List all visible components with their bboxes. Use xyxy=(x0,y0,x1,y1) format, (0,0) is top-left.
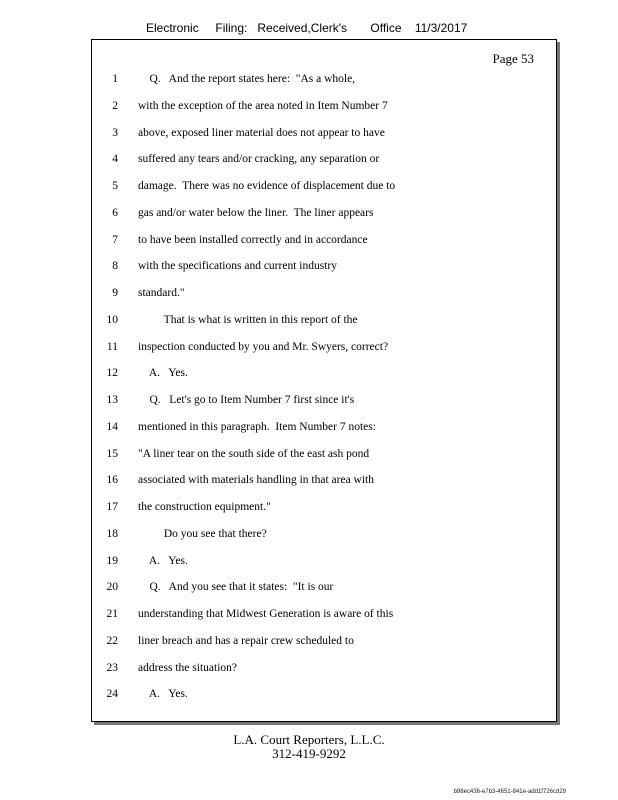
line-text: understanding that Midwest Generation is aware of this xyxy=(138,608,394,620)
line-text: standard." xyxy=(138,287,185,299)
line-number: 23 xyxy=(106,661,118,674)
transcript-line xyxy=(92,474,552,490)
line-number: 16 xyxy=(106,474,118,487)
line-number: 3 xyxy=(112,126,118,139)
transcript-line xyxy=(92,555,552,571)
line-number: 21 xyxy=(106,608,118,620)
transcript-line xyxy=(92,314,552,330)
transcript-line xyxy=(92,635,552,651)
transcript-line xyxy=(92,207,552,223)
line-number: 13 xyxy=(106,394,118,406)
reporter-phone: 312-419-9292 xyxy=(272,746,346,761)
line-number: 6 xyxy=(112,206,118,219)
line-text: inspection conducted by you and Mr. Swyers, correct? xyxy=(138,340,389,353)
line-text: That is what is written in this report of the xyxy=(138,313,358,326)
footer xyxy=(0,733,618,761)
line-number: 17 xyxy=(106,501,118,513)
line-text: address the situation? xyxy=(138,661,238,674)
line-number: 18 xyxy=(106,527,118,540)
transcript-line xyxy=(92,501,552,517)
line-number: 14 xyxy=(106,420,118,433)
transcript-line xyxy=(92,260,552,276)
transcript-page xyxy=(91,39,557,722)
reporter-company: L.A. Court Reporters, L.L.C. xyxy=(233,732,385,747)
line-text: gas and/or water below the liner. The liner appears xyxy=(138,206,374,219)
line-number: 19 xyxy=(106,554,118,567)
line-number: 5 xyxy=(112,180,118,192)
line-text: suffered any tears and/or cracking, any separation or xyxy=(138,153,380,166)
line-text: damage. There was no evidence of displacement due to xyxy=(138,180,396,192)
transcript-line xyxy=(92,127,552,143)
transcript-line xyxy=(92,581,552,597)
transcript-line xyxy=(92,421,552,437)
line-number: 9 xyxy=(112,287,118,299)
line-text: liner breach and has a repair crew scheduled to xyxy=(138,634,354,647)
line-number: 2 xyxy=(112,99,118,112)
line-text: Do you see that there? xyxy=(138,527,267,540)
transcript-line xyxy=(92,234,552,250)
line-number: 15 xyxy=(106,447,118,460)
line-text: Q. Let's go to Item Number 7 first since it's xyxy=(138,394,355,406)
line-text: associated with materials handling in that area with xyxy=(138,474,374,487)
line-text: A. Yes. xyxy=(138,688,188,701)
transcript-line xyxy=(92,448,552,464)
transcript-line xyxy=(92,688,552,704)
transcript-line xyxy=(92,367,552,383)
filing-stamp: Electronic Filing: Received,Clerk's Office 11/3/2017 xyxy=(146,21,468,35)
line-number: 24 xyxy=(106,688,118,701)
line-text: A. Yes. xyxy=(138,554,188,567)
line-text: above, exposed liner material does not appear to have xyxy=(138,126,385,139)
line-number: 4 xyxy=(112,153,118,166)
transcript-line xyxy=(92,394,552,410)
page-number: Page 53 xyxy=(492,51,534,66)
line-number: 11 xyxy=(106,340,118,353)
transcript-line xyxy=(92,180,552,196)
transcript-line xyxy=(92,528,552,544)
line-number: 12 xyxy=(106,367,118,380)
line-number: 1 xyxy=(112,73,118,85)
transcript-line xyxy=(92,287,552,303)
line-text: with the exception of the area noted in Item Number 7 xyxy=(138,99,388,112)
line-text: mentioned in this paragraph. Item Number 7 notes: xyxy=(138,420,376,433)
line-text: A. Yes. xyxy=(138,367,188,380)
line-text: the construction equipment." xyxy=(138,501,271,513)
line-number: 8 xyxy=(112,260,118,273)
transcript-line xyxy=(92,100,552,116)
transcript-line xyxy=(92,73,552,89)
document-hash: b98ec436-e7b3-4651-841e-add1f726cd29 xyxy=(453,789,566,795)
line-text: with the specifications and current industry xyxy=(138,260,337,273)
transcript-line xyxy=(92,662,552,678)
transcript-line xyxy=(92,341,552,357)
line-number: 20 xyxy=(106,581,118,594)
line-number: 7 xyxy=(112,233,118,246)
line-text: Q. And the report states here: "As a whole, xyxy=(138,73,356,85)
line-text: to have been installed correctly and in accordance xyxy=(138,233,368,246)
transcript-line xyxy=(92,153,552,169)
line-number: 10 xyxy=(106,313,118,326)
transcript-line xyxy=(92,608,552,624)
line-text: Q. And you see that it states: "It is our xyxy=(138,581,334,594)
line-number: 22 xyxy=(106,634,118,647)
line-text: "A liner tear on the south side of the east ash pond xyxy=(138,447,370,460)
